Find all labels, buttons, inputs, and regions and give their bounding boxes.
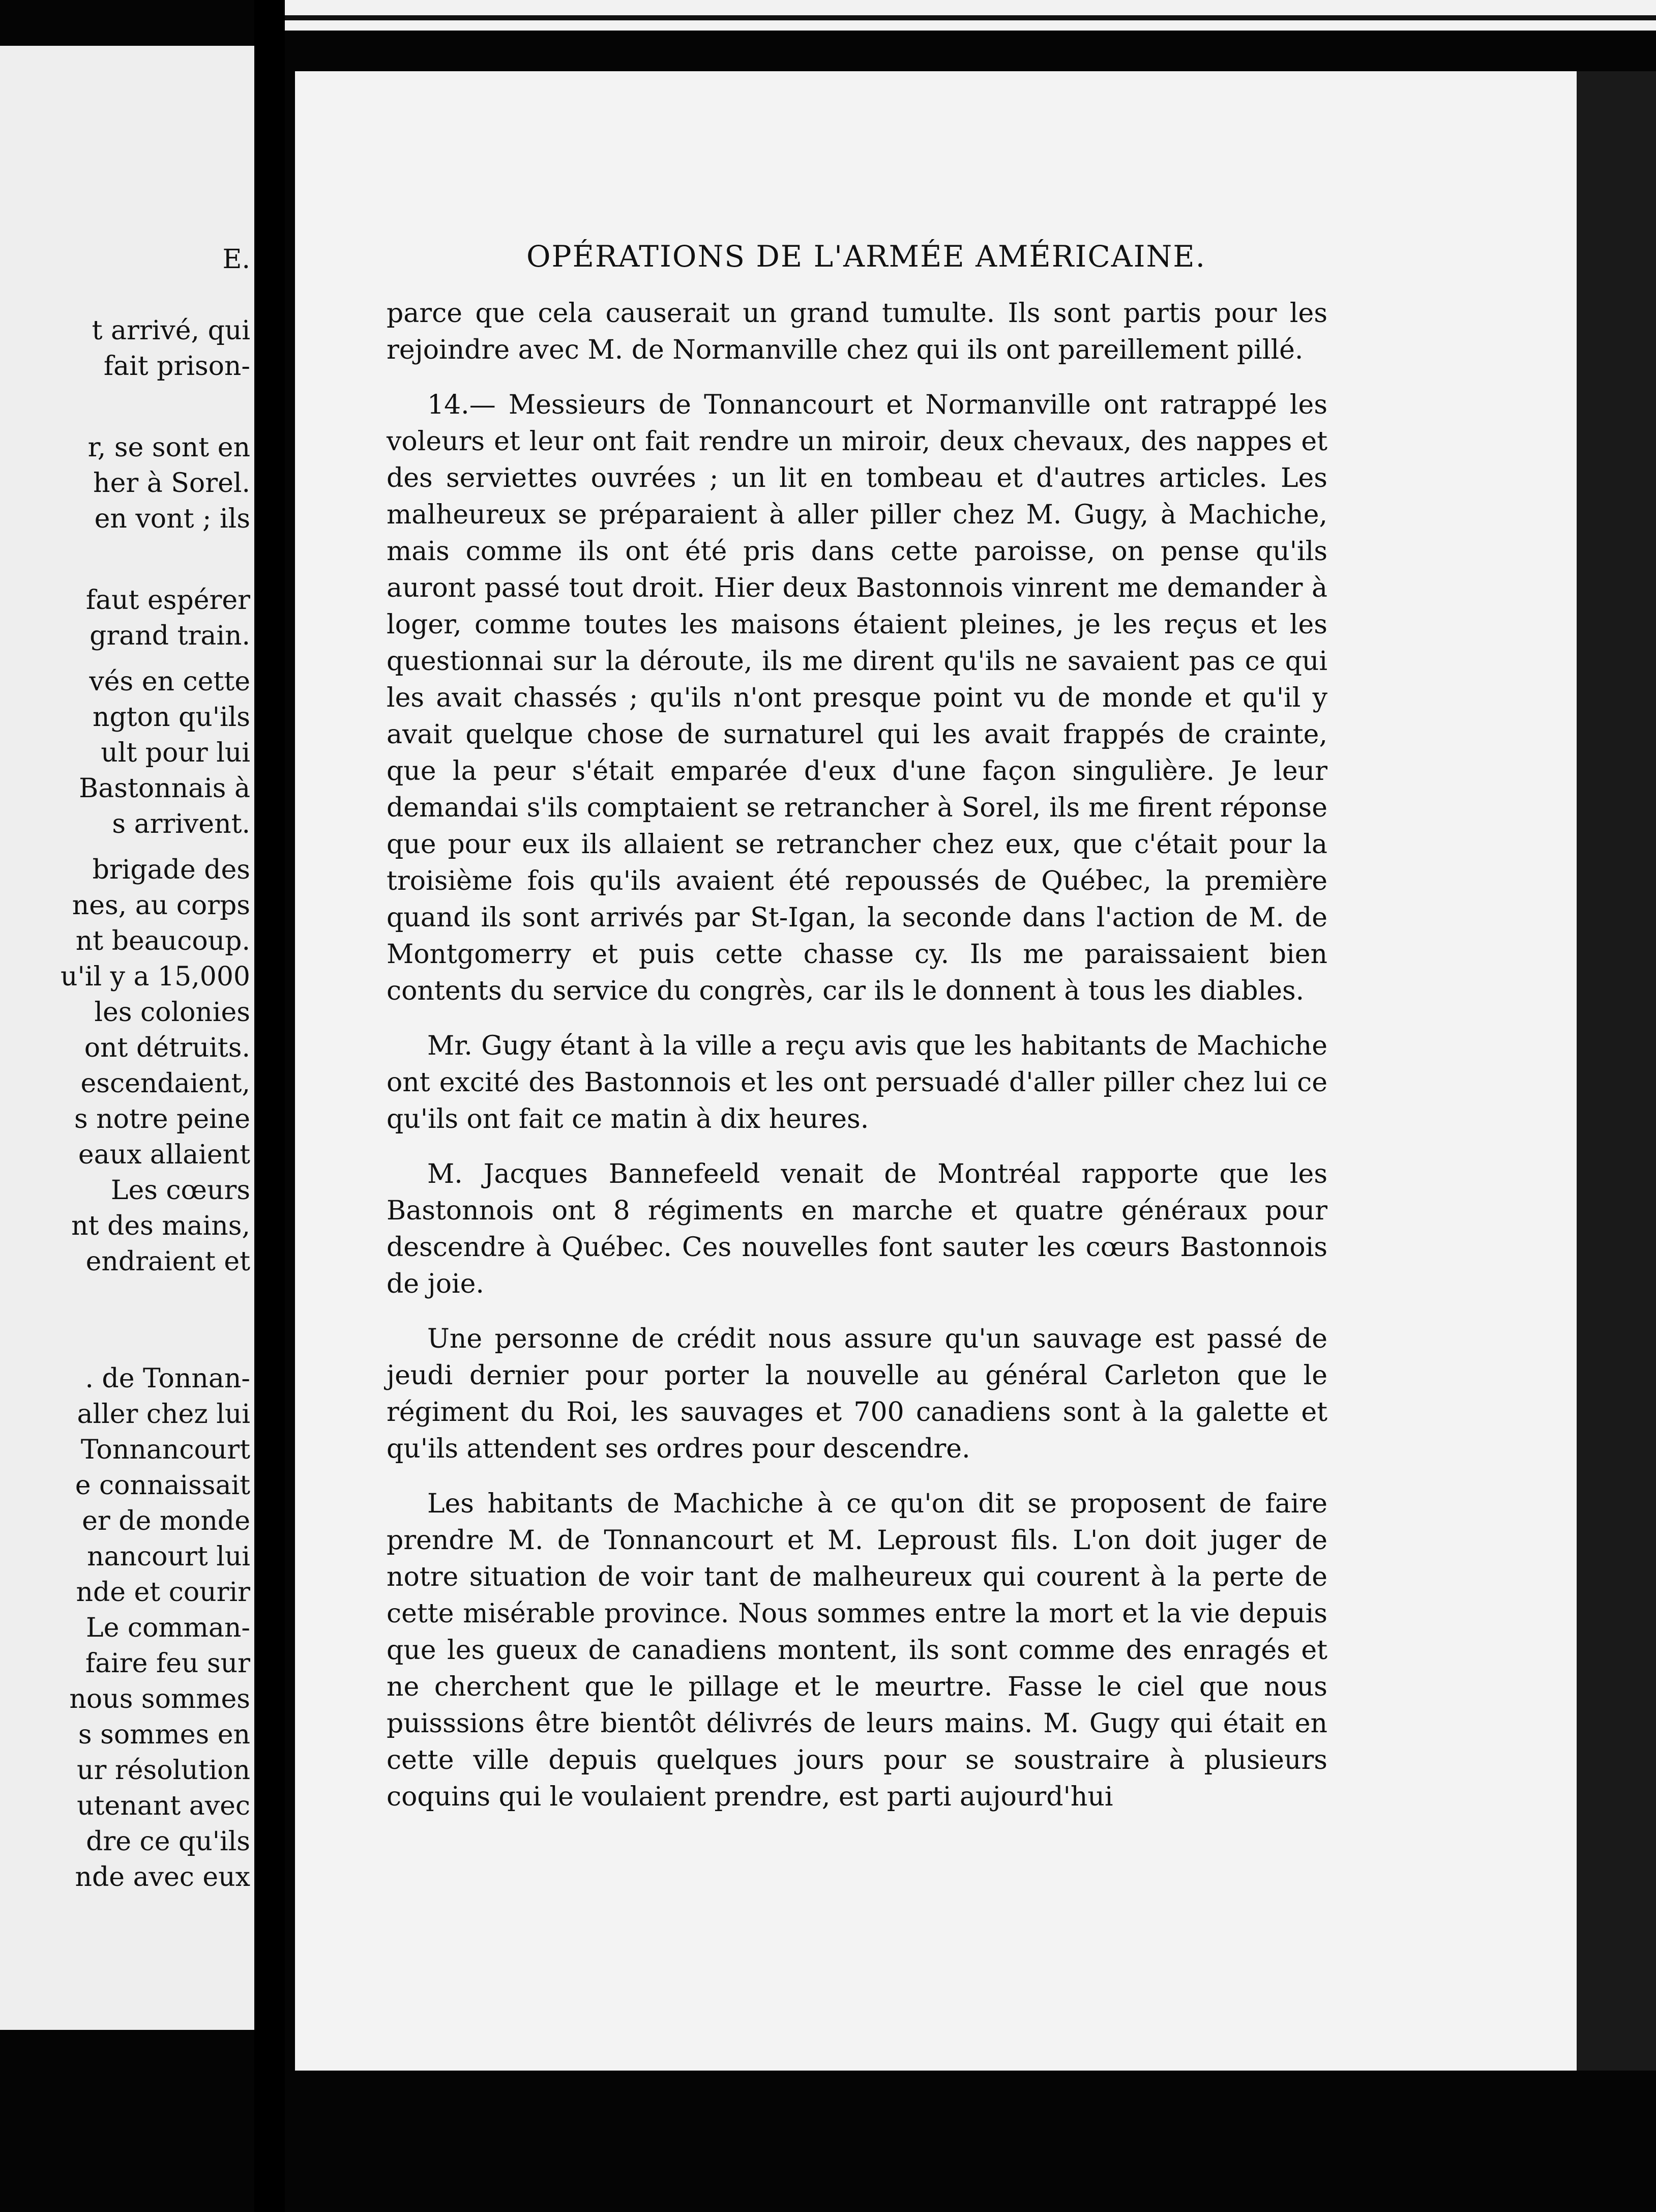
running-header <box>526 239 1625 274</box>
left-line: Tonnancourt <box>80 1435 250 1465</box>
left-line: nes, au corps <box>72 890 250 921</box>
page-edge-shadow <box>1577 71 1656 2071</box>
top-rule <box>270 15 1656 20</box>
left-line: fait prison- <box>103 351 250 382</box>
left-line: . de Tonnan- <box>85 1363 250 1394</box>
left-line: nt des mains, <box>71 1211 250 1241</box>
paragraph: Les habitants de Machiche à ce qu'on dit se proposent de faire prendre M. de Tonnancourt et M. Leproust fils. L'on doit juger de notre situation de voir tant de malheureux qui courent à la perte de cette misérable province. Nous sommes entre la mort et la vie depuis que les gueux de canadiens montent, ils sont comme des enragés et ne cherchent que le pillage et le meurtre. Fasse le ciel que nous puisssions être bientôt délivrés de leurs mains. M. Gugy qui était en cette ville depuis quelques jours pour se soustraire à plusieurs coquins qui le voulaient prendre, est parti aujourd'hui <box>387 1489 1327 1812</box>
left-line: ult pour lui <box>101 738 250 768</box>
left-line: s sommes en <box>78 1720 250 1750</box>
left-line: her à Sorel. <box>93 468 250 499</box>
left-line: faire feu sur <box>85 1648 250 1679</box>
left-line: t arrivé, qui <box>92 315 250 346</box>
left-line: vés en cette <box>89 666 250 697</box>
left-page-fragment <box>0 46 254 2030</box>
left-line: aller chez lui <box>77 1399 250 1430</box>
left-line: Les cœurs <box>110 1175 250 1206</box>
left-line: nancourt lui <box>87 1541 250 1572</box>
left-line: nt beaucoup. <box>75 926 250 956</box>
paragraph: parce que cela causerait un grand tumulte. Ils sont partis pour les rejoindre avec M. de Normanville chez qui ils ont pareillement pillé. <box>387 298 1327 365</box>
page-gutter <box>254 0 285 2212</box>
left-line: escendaient, <box>80 1068 250 1099</box>
left-line: faut espérer <box>85 585 250 616</box>
left-line: s notre peine <box>74 1104 250 1134</box>
left-line: ont détruits. <box>84 1033 250 1063</box>
left-line: s arrivent. <box>112 809 250 839</box>
body-text <box>387 295 1327 1833</box>
left-line: er de monde <box>82 1506 250 1536</box>
left-line: Le comman- <box>86 1613 250 1643</box>
left-line: eaux allaient <box>78 1140 250 1170</box>
paragraph: 14.— Messieurs de Tonnancourt et Normanville ont ratrappé les voleurs et leur ont fait rendre un miroir, deux chevaux, des nappes et des serviettes ouvrées ; un lit en tombeau et d'autres articles. Les malheureux se préparaient à aller piller chez M. Gugy, à Machiche, mais comme ils ont été pris dans cette paroisse, on pense qu'ils auront passé tout droit. Hier deux Bastonnois vinrent me demander à loger, comme toutes les maisons étaient pleines, je les reçus et les questionnai sur la déroute, ils me dirent qu'ils ne savaient pas ce qui les avait chassés ; qu'ils n'ont presque point vu de monde et qu'il y avait quelque chose de surnaturel qui les avait frappés de crainte, que la peur s'était emparée d'eux d'une façon singulière. Je leur demandai s'ils comptaient se retrancher à Sorel, ils me firent réponse que pour eux ils allaient se retrancher chez eux, que c'était pour la troisième fois qu'ils avaient été repoussés de Québec, la première quand ils sont arrivés par St-Igan, la seconde dans l'action de M. de Montgomerry et puis cette chasse cy. Ils me paraissaient bien contents du service du congrès, car ils le donnent à tous les diables. <box>387 390 1327 1006</box>
paragraph: M. Jacques Bannefeeld venait de Montréal rapporte que les Bastonnois ont 8 régiments en marche et quatre généraux pour descendre à Québec. Ces nouvelles font sauter les cœurs Bastonnois de joie. <box>387 1159 1327 1299</box>
left-line: nous sommes <box>69 1684 250 1714</box>
paragraph: Mr. Gugy étant à la ville a reçu avis que les habitants de Machiche ont excité des Bastonnois et les ont persuadé d'aller piller chez lui ce qu'ils ont fait ce matin à dix heures. <box>387 1031 1327 1134</box>
left-line: ngton qu'ils <box>92 702 250 733</box>
header-title: OPÉRATIONS DE L'ARMÉE AMÉRICAINE. <box>526 239 1206 274</box>
left-line: utenant avec <box>77 1791 250 1821</box>
left-line: grand train. <box>90 621 250 651</box>
left-line: r, se sont en <box>87 432 250 463</box>
left-line: E. <box>222 244 250 275</box>
left-line: nde avec eux <box>75 1862 250 1893</box>
left-line: en vont ; ils <box>94 504 250 534</box>
left-line: Bastonnais à <box>79 773 250 804</box>
left-line: ur résolution <box>77 1755 250 1786</box>
left-line: endraient et <box>85 1246 250 1277</box>
left-line: e connaissait <box>75 1470 250 1501</box>
left-line: les colonies <box>94 997 250 1028</box>
left-line: dre ce qu'ils <box>86 1826 250 1857</box>
left-line: u'il y a 15,000 <box>61 962 250 992</box>
paragraph: Une personne de crédit nous assure qu'un sauvage est passé de jeudi dernier pour porter la nouvelle au général Carleton que le régiment du Roi, les sauvages et 700 canadiens sont à la galette et qu'ils attendent ses ordres pour descendre. <box>387 1324 1327 1464</box>
main-page <box>295 71 1577 2071</box>
top-margin-strip <box>270 0 1656 31</box>
left-line: nde et courir <box>76 1577 250 1608</box>
left-line: brigade des <box>92 855 250 885</box>
